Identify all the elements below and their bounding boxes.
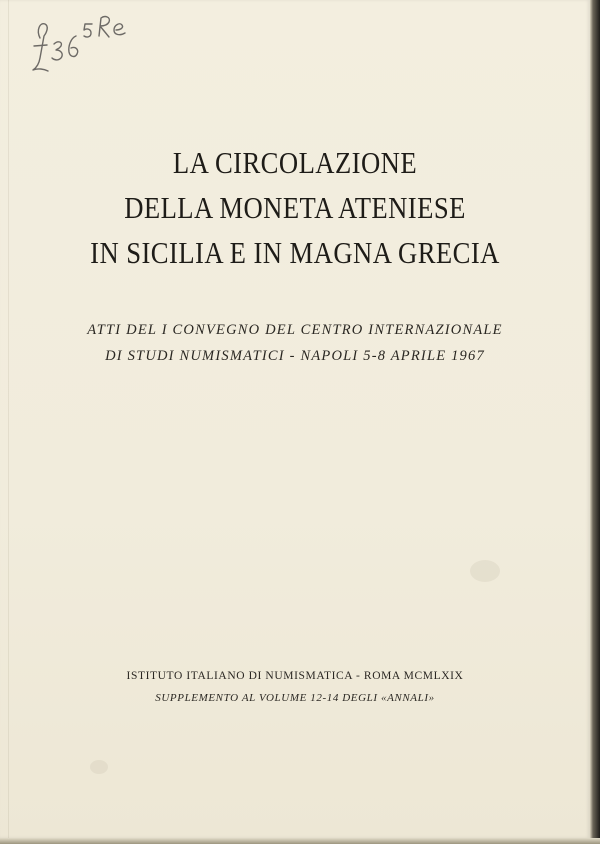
publisher-imprint <box>0 665 590 709</box>
paper-stain <box>470 560 500 582</box>
title-line-3: IN SICILIA E IN MAGNA GRECIA <box>90 235 500 270</box>
proceedings-subtitle <box>0 317 590 369</box>
pencil-signature-icon <box>30 6 180 86</box>
paper-stain <box>90 760 108 774</box>
paper-crease <box>8 0 9 838</box>
page-bottom-edge <box>0 838 600 844</box>
proceedings-line-1: ATTI DEL I CONVEGNO DEL CENTRO INTERNAZIONALE <box>87 322 503 338</box>
page-edge-shadow <box>590 0 600 844</box>
proceedings-line-2: DI STUDI NUMISMATICI - NAPOLI 5-8 APRILE 1967 <box>105 348 485 364</box>
title-line-1: LA CIRCOLAZIONE <box>172 145 418 180</box>
supplement-line: SUPPLEMENTO AL VOLUME 12-14 DEGLI «ANNALI» <box>155 692 435 704</box>
title-line-2: DELLA MONETA ATENIESE <box>124 190 466 225</box>
publisher-line: ISTITUTO ITALIANO DI NUMISMATICA - ROMA MCMLXIX <box>126 670 464 682</box>
handwritten-shelfmark <box>30 6 180 86</box>
document-title <box>0 140 590 275</box>
shelfmark-text <box>30 6 34 7</box>
